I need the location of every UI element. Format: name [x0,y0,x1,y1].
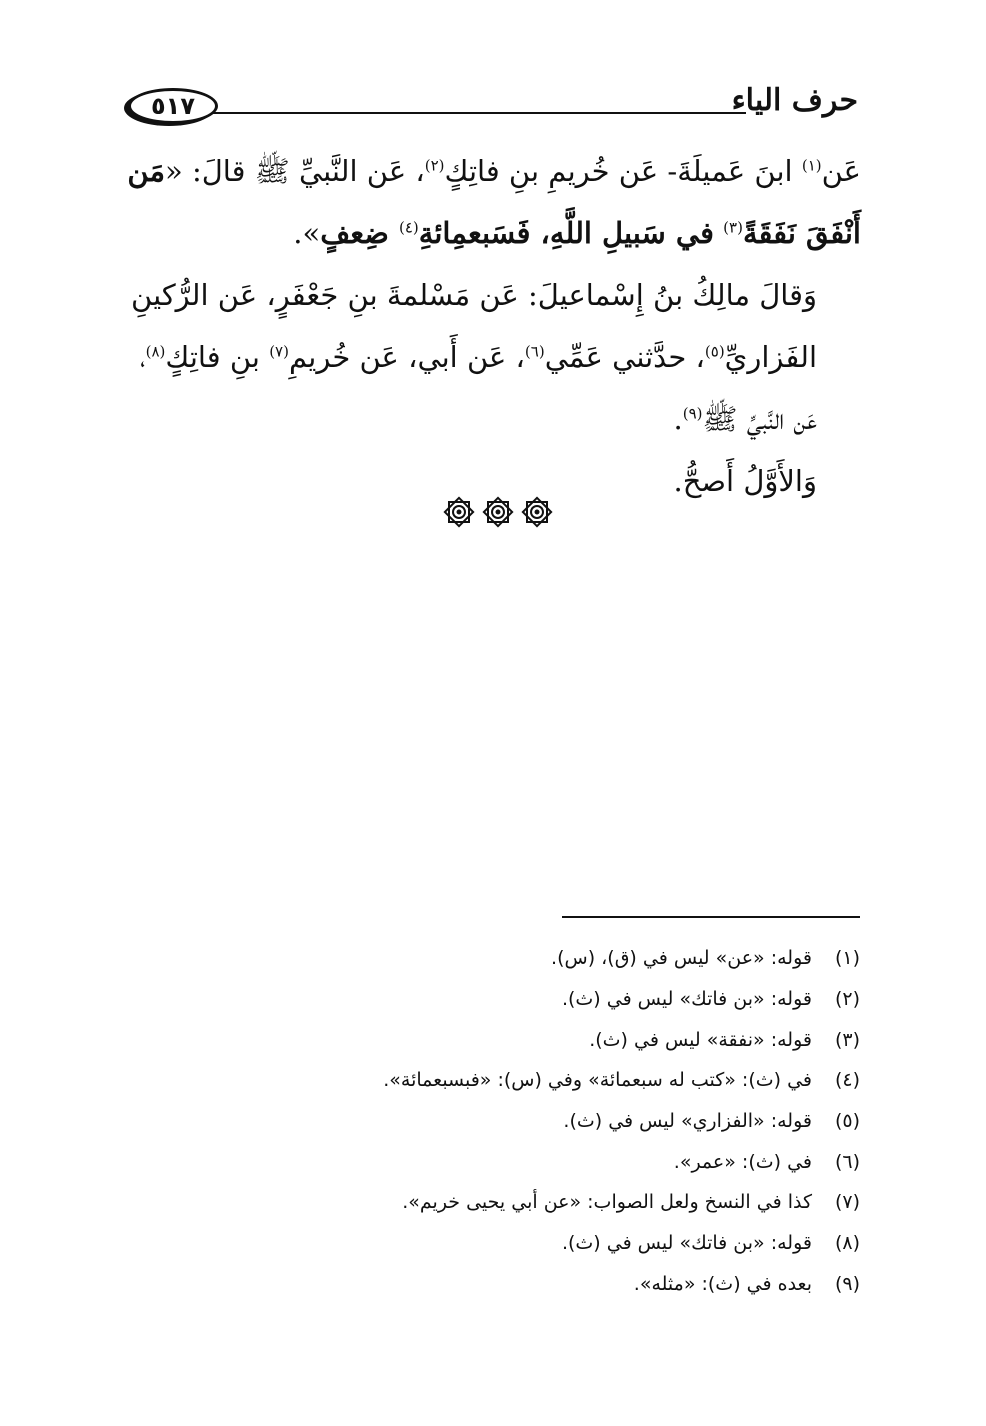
footnote-text: قوله: «نفقة» ليس في (ث). [589,1028,812,1051]
rosette-ornament-icon [482,496,514,528]
footnote-text: في (ث): «عمر». [673,1150,812,1173]
text-run: ، حدَّثني عَمِّي [544,340,705,374]
footnote-number: (٢) [834,988,860,1011]
footnote-text: قوله: «الفزاري» ليس في (ث). [563,1110,812,1133]
paragraph-2 [125,264,861,450]
text-run: ». [293,216,321,250]
text-run: بنِ فاتِكٍ [165,340,270,374]
footnote-number: (٣) [834,1028,860,1051]
footnote-number: (٩) [834,1272,860,1295]
hadith-text: مَن أَنْفَقَ نَفَقَةً [127,154,861,250]
hadith-text: في سَبيلِ اللَّهِ، فَسَبعمِائةِ [418,216,714,250]
footnote-text: كذا في النسخ ولعل الصواب: «عن أبي يحيى خريم». [402,1191,812,1214]
footnote-item [300,938,860,979]
footnote-separator [562,916,860,918]
rosette-ornament-icon [443,496,475,528]
text-run: وَقالَ مالِكُ بنُ إِسْماعيلَ: عَن مَسْلمةَ بنِ جَعْفَرٍ، عَن الرُّكينِ الفَزاريِّ [131,278,817,374]
text-run: ابنَ عَميلَةَ- عَن خُريمِ بنِ فاتِكٍ [444,154,802,188]
running-head: حرف الياء [731,83,858,118]
footnote-ref: (٨) [145,342,166,361]
footnote-ref: (٤) [398,218,419,237]
text-run: ، عَن أَبي، عَن خُريمِ [288,340,525,374]
footnote-text: بعده في (ث): «مثله». [633,1272,812,1295]
text-run: ، عَن النَّبيِّ ﷺ [140,340,817,436]
paragraph-3: وَالأَوَّلُ أَصحُّ. [673,464,817,498]
footnote-text: قوله: «بن فاتك» ليس في (ث). [561,1232,812,1255]
footnote-number: (٥) [834,1110,860,1133]
text-run: عَن [821,154,861,188]
footnote-item [300,1060,860,1101]
footnote-number: (٤) [834,1069,860,1092]
rosette-ornament-icon [521,496,553,528]
footnote-number: (١) [834,947,860,970]
paragraph-1 [125,140,861,264]
footnote-text: في (ث): «كتب له سبعمائة» وفي (س): «فبسبعمائة». [383,1069,812,1092]
text-run: . [673,402,683,436]
footnote-item [300,1223,860,1264]
main-text [125,140,861,512]
page-number-badge [128,88,218,124]
footnote-ref: (٧) [269,342,289,361]
footnote-item [300,1182,860,1223]
footnote-ref: (٥) [704,342,725,361]
footnote-item [300,1019,860,1060]
footnote-item [300,1264,860,1305]
footnote-item [300,979,860,1020]
text-run: ، عَن النَّبيِّ ﷺ قالَ: « [165,154,425,188]
footnotes [300,938,860,1304]
footnote-ref: (١) [801,156,822,175]
footnote-number: (٨) [834,1232,860,1255]
section-ornaments [443,496,553,528]
footnote-ref: (٦) [524,342,545,361]
page-number: ٥١٧ [151,92,195,120]
footnote-text: قوله: «عن» ليس في (ق)، (س). [551,947,812,970]
footnote-ref: (٣) [723,218,743,237]
footnote-number: (٦) [834,1150,860,1173]
header-rule [205,112,746,114]
footnote-ref: (٩) [682,404,703,423]
hadith-text: ضِعفٍ [320,216,399,250]
footnote-number: (٧) [834,1191,860,1214]
footnote-item [300,1101,860,1142]
footnote-ref: (٢) [424,156,445,175]
footnote-item [300,1141,860,1182]
footnote-text: قوله: «بن فاتك» ليس في (ث). [561,988,812,1011]
